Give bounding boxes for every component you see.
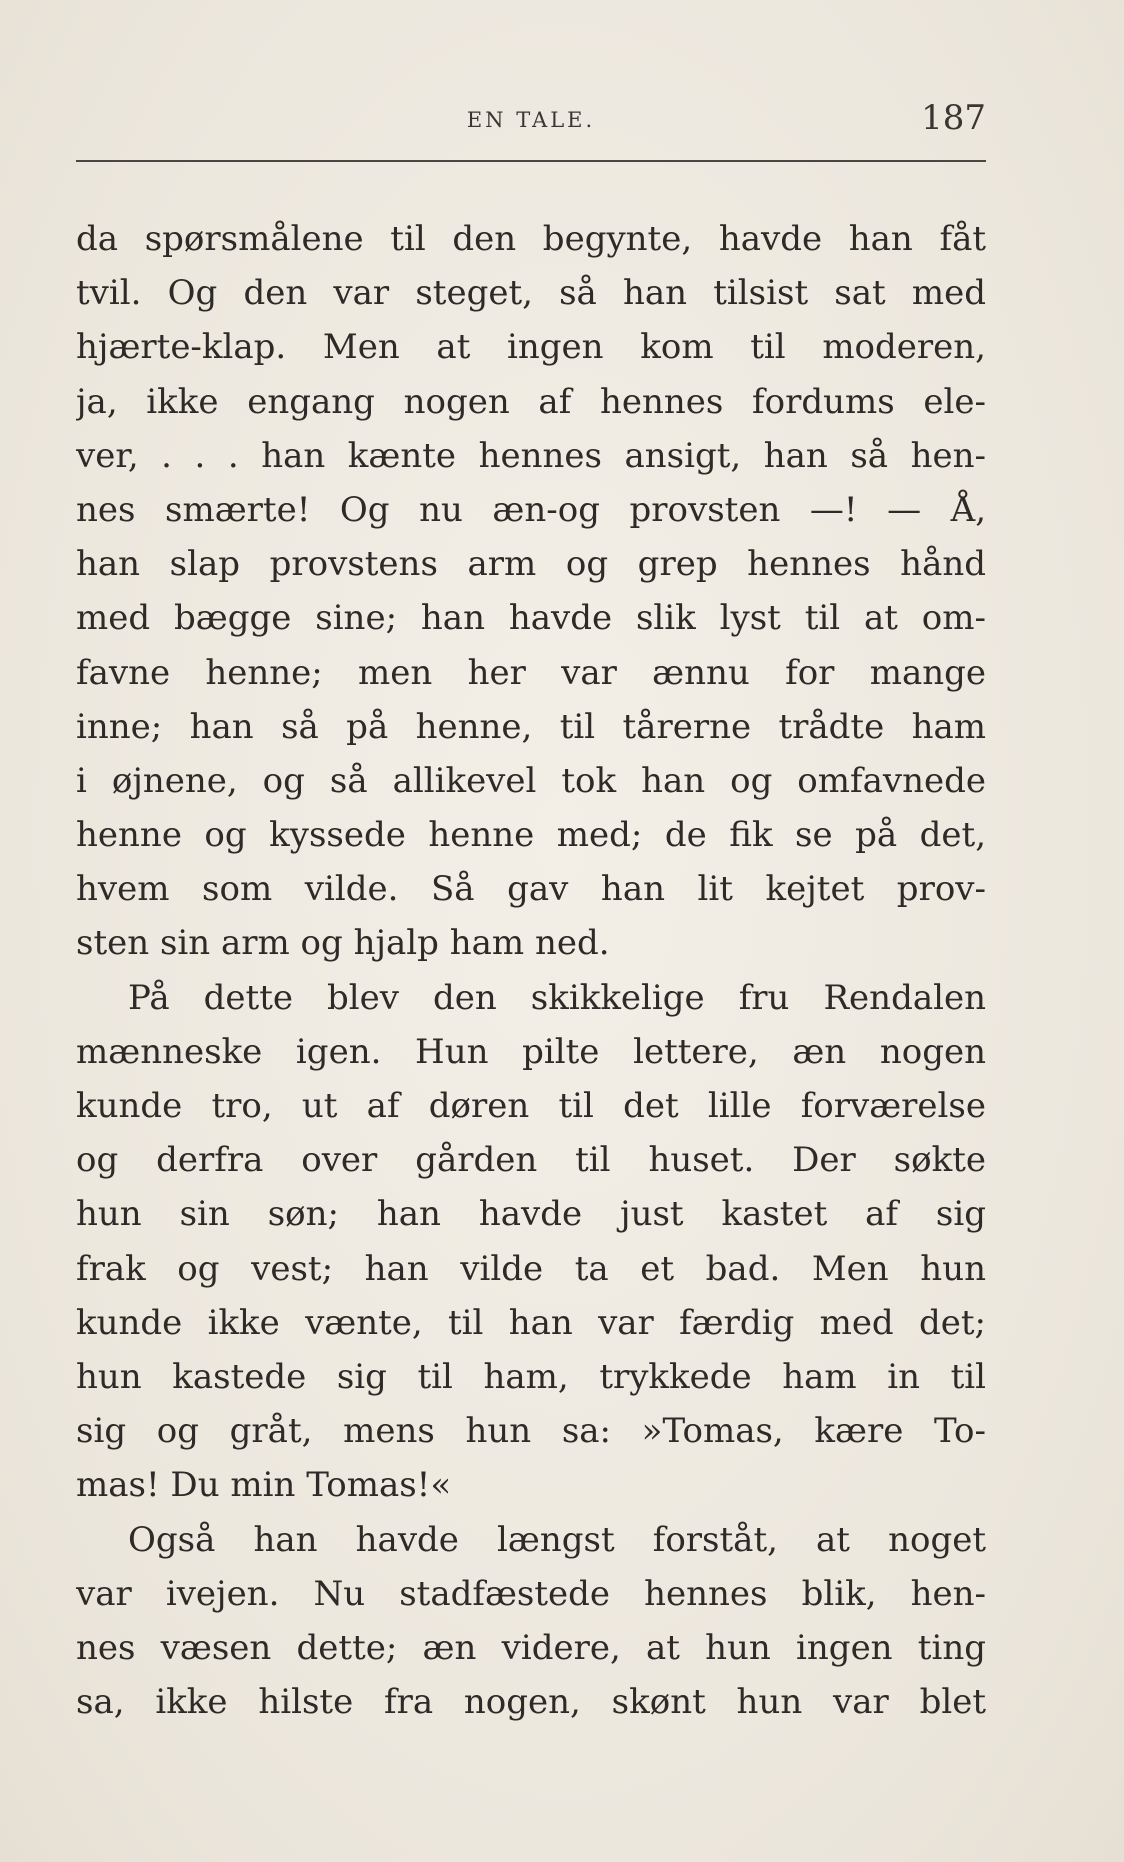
text-line: favne henne; men her var ænnu for mange [76, 652, 986, 693]
text-line: inne; han så på henne, til tårerne trådte ham [76, 706, 986, 747]
text-line: hun kastede sig til ham, trykkede ham in til [76, 1356, 986, 1397]
text-line: nes væsen dette; æn videre, at hun ingen ting [76, 1627, 986, 1668]
text-line: Også han havde længst forståt, at noget [128, 1519, 986, 1560]
page-number: 187 [921, 98, 986, 138]
text-line: sa, ikke hilste fra nogen, skønt hun var blet [76, 1682, 986, 1723]
text-line: med bægge sine; han havde slik lyst til at om- [76, 598, 986, 639]
text-line: var ivejen. Nu stadfæstede hennes blik, hen- [76, 1573, 986, 1614]
text-line: kunde tro, ut af døren til det lille forværelse [76, 1086, 986, 1126]
text-line: mas! Du min Tomas!« [76, 1465, 452, 1506]
text-line: da spørsmålene til den begynte, havde han fåt [76, 219, 986, 259]
header-rule [76, 160, 986, 162]
text-line: På dette blev den skikkelige fru Rendalen [128, 977, 986, 1018]
text-line: han slap provstens arm og grep hennes hånd [76, 544, 986, 585]
text-line: sten sin arm og hjalp ham ned. [76, 923, 610, 964]
text-line: frak og vest; han vilde ta et bad. Men hun [76, 1248, 986, 1289]
text-line: hun sin søn; han havde just kastet af sig [76, 1194, 986, 1235]
text-line: nes smærte! Og nu æn-og provsten —! — Å, [76, 489, 986, 530]
text-line: ver, . . . han kænte hennes ansigt, han så hen- [76, 435, 986, 476]
running-head: EN TALE. [466, 108, 596, 132]
text-line: hjærte-klap. Men at ingen kom til moderen, [76, 327, 986, 368]
text-line: ja, ikke engang nogen af hennes fordums ele- [76, 381, 986, 422]
text-line: henne og kyssede henne med; de fik se på det, [76, 815, 986, 856]
text-line: i øjnene, og så allikevel tok han og omfavnede [76, 760, 986, 801]
text-line: kunde ikke vænte, til han var færdig med det; [76, 1302, 986, 1343]
text-line: mænneske igen. Hun pilte lettere, æn nogen [76, 1031, 986, 1072]
text-line: tvil. Og den var steget, så han tilsist sat med [76, 273, 986, 314]
text-line: og derfra over gården til huset. Der søkte [76, 1140, 986, 1181]
body-text [76, 212, 986, 1729]
page-header [76, 98, 986, 158]
text-line: sig og gråt, mens hun sa: »Tomas, kære To- [76, 1411, 986, 1452]
text-line: hvem som vilde. Så gav han lit kejtet prov- [76, 869, 986, 910]
